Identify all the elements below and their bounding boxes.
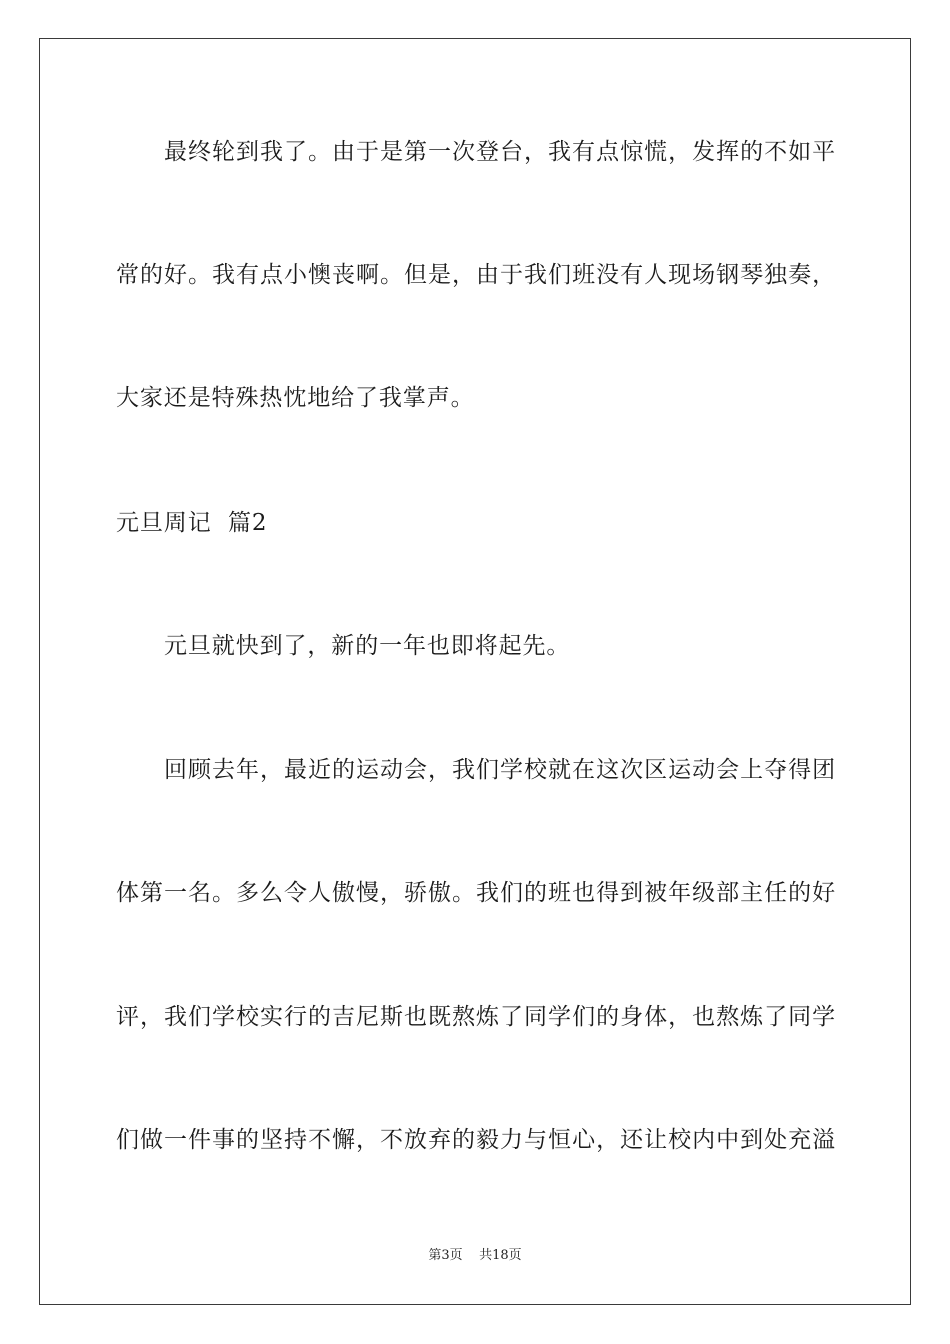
paragraph-line: 们做一件事的坚持不懈，不放弃的毅力与恒心，还让校内中到处充溢 [116, 1127, 836, 1153]
paragraph-line: 回顾去年，最近的运动会，我们学校就在这次区运动会上夺得团 [164, 757, 836, 783]
paragraph-line: 常的好。我有点小懊丧啊。但是，由于我们班没有人现场钢琴独奏， [116, 262, 836, 288]
section-heading: 元旦周记 篇2 [116, 510, 268, 536]
paragraph-line: 元旦就快到了，新的一年也即将起先。 [164, 633, 571, 659]
paragraph-line: 评，我们学校实行的吉尼斯也既熬炼了同学们的身体，也熬炼了同学 [116, 1004, 836, 1030]
paragraph-line: 体第一名。多么令人傲慢，骄傲。我们的班也得到被年级部主任的好 [116, 880, 836, 906]
paragraph-line: 大家还是特殊热忱地给了我掌声。 [116, 385, 475, 411]
page-number-footer: 第3页 共18页 [428, 1248, 522, 1263]
page-border [39, 38, 911, 1305]
paragraph-line: 最终轮到我了。由于是第一次登台，我有点惊慌，发挥的不如平 [164, 139, 836, 165]
